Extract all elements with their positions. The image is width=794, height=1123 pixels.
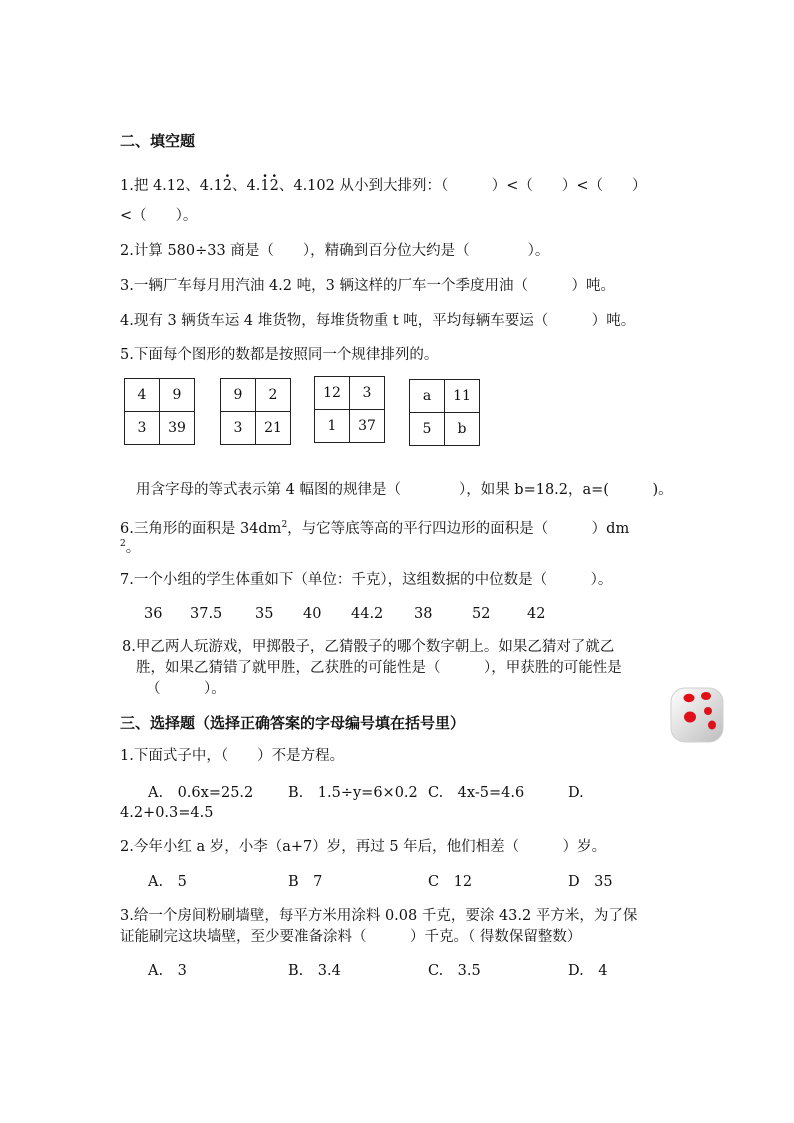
- section-title-fill-in: 二、填空题: [120, 132, 196, 150]
- option-b: B 7: [288, 874, 323, 890]
- number-grid-2: [220, 378, 291, 445]
- grid-cell: 39: [160, 412, 195, 445]
- question-5: 5.下面每个图形的数都是按照同一个规律排列的。: [120, 347, 439, 363]
- dice-five-icon: [668, 685, 726, 745]
- number-grid-4: [409, 379, 480, 446]
- grid-cell: 3: [125, 412, 160, 445]
- question-8-line-2: 胜，如果乙猜错了就甲胜，乙获胜的可能性是（ ），甲获胜的可能性是: [136, 660, 622, 676]
- grid-cell: 37: [350, 410, 385, 443]
- grid-cell: 4: [125, 379, 160, 412]
- grid-cell: 9: [221, 379, 256, 412]
- question-8-line-1: 8.甲乙两人玩游戏，甲掷骰子，乙猜骰子的哪个数字朝上。如果乙猜对了就乙: [122, 639, 615, 655]
- question-2: 2.计算 580÷33 商是（ ），精确到百分位大约是（ ）。: [120, 243, 550, 259]
- question-5-rule: 用含字母的等式表示第 4 幅图的规律是（ ），如果 b=18.2，a=( )。: [136, 482, 673, 498]
- choice-question-1: 1.下面式子中，（ ）不是方程。: [120, 748, 345, 764]
- option-d: D 35: [568, 874, 613, 890]
- option-d: D. 4: [568, 963, 608, 979]
- grid-cell: 5: [410, 413, 445, 446]
- grid-cell: 11: [445, 380, 480, 413]
- question-1-line-1: 1.把 4.12、4.1· 2、4.· 1· 2、4.102 从小到大排列：（ ）<（ ）<（ ）: [120, 176, 647, 196]
- option-a: A. 3: [148, 963, 187, 979]
- option-b: B. 3.4: [288, 963, 341, 979]
- grid-cell: a: [410, 380, 445, 413]
- weight-value: 44.2: [351, 606, 384, 622]
- grid-cell: 3: [221, 412, 256, 445]
- grid-cell: 9: [160, 379, 195, 412]
- option-a: A. 5: [148, 874, 187, 890]
- weight-value: 35: [255, 606, 274, 622]
- grid-cell: 12: [315, 377, 350, 410]
- option-c: C. 4x-5=4.6: [428, 785, 525, 801]
- weight-value: 38: [414, 606, 433, 622]
- choice-question-2: 2.今年小红 a 岁，小李（a+7）岁，再过 5 年后，他们相差（ ）岁。: [120, 839, 607, 855]
- choice-question-3-line-1: 3.给一个房间粉刷墙壁，每平方米用涂料 0.08 千克，要涂 43.2 平方米，为了保: [120, 908, 638, 924]
- grid-cell: 3: [350, 377, 385, 410]
- grid-cell: 2: [256, 379, 291, 412]
- option-c: C. 3.5: [428, 963, 481, 979]
- option-b: B. 1.5÷y=6×0.2: [288, 785, 418, 801]
- weight-value: 37.5: [190, 606, 223, 622]
- number-grid-1: [124, 378, 195, 445]
- weight-value: 42: [527, 606, 546, 622]
- question-8-line-3: （ ）。: [146, 681, 226, 697]
- weight-value: 40: [303, 606, 322, 622]
- question-3: 3.一辆厂车每月用汽油 4.2 吨，3 辆这样的厂车一个季度用油（ ）吨。: [120, 278, 615, 294]
- option-d: D.: [568, 785, 584, 801]
- section-title-choice: 三、选择题（选择正确答案的字母编号填在括号里）: [120, 714, 466, 732]
- weight-value: 36: [144, 606, 163, 622]
- choice-question-3-line-2: 证能刷完这块墙壁，至少要准备涂料（ ）千克。（ 得数保留整数）: [120, 929, 582, 945]
- weight-value: 52: [472, 606, 491, 622]
- question-1-line-2: <（ ）。: [120, 208, 198, 224]
- option-a: A. 0.6x=25.2: [148, 785, 254, 801]
- question-6-line-1: 6.三角形的面积是 $34dm^2$，与它等底等高的平行四边形的面积是（ ）dm: [120, 520, 630, 537]
- grid-cell: 21: [256, 412, 291, 445]
- option-c: C 12: [428, 874, 473, 890]
- grid-cell: 1: [315, 410, 350, 443]
- option-d-value: 4.2+0.3=4.5: [120, 805, 214, 821]
- question-4: 4.现有 3 辆货车运 4 堆货物，每堆货物重 t 吨，平均每辆车要运（ ）吨。: [120, 313, 636, 329]
- question-6-line-2: $^2$。: [120, 539, 141, 556]
- grid-cell: b: [445, 413, 480, 446]
- number-grid-3: [314, 376, 385, 443]
- question-7: 7.一个小组的学生体重如下（单位：千克），这组数据的中位数是（ ）。: [120, 572, 613, 588]
